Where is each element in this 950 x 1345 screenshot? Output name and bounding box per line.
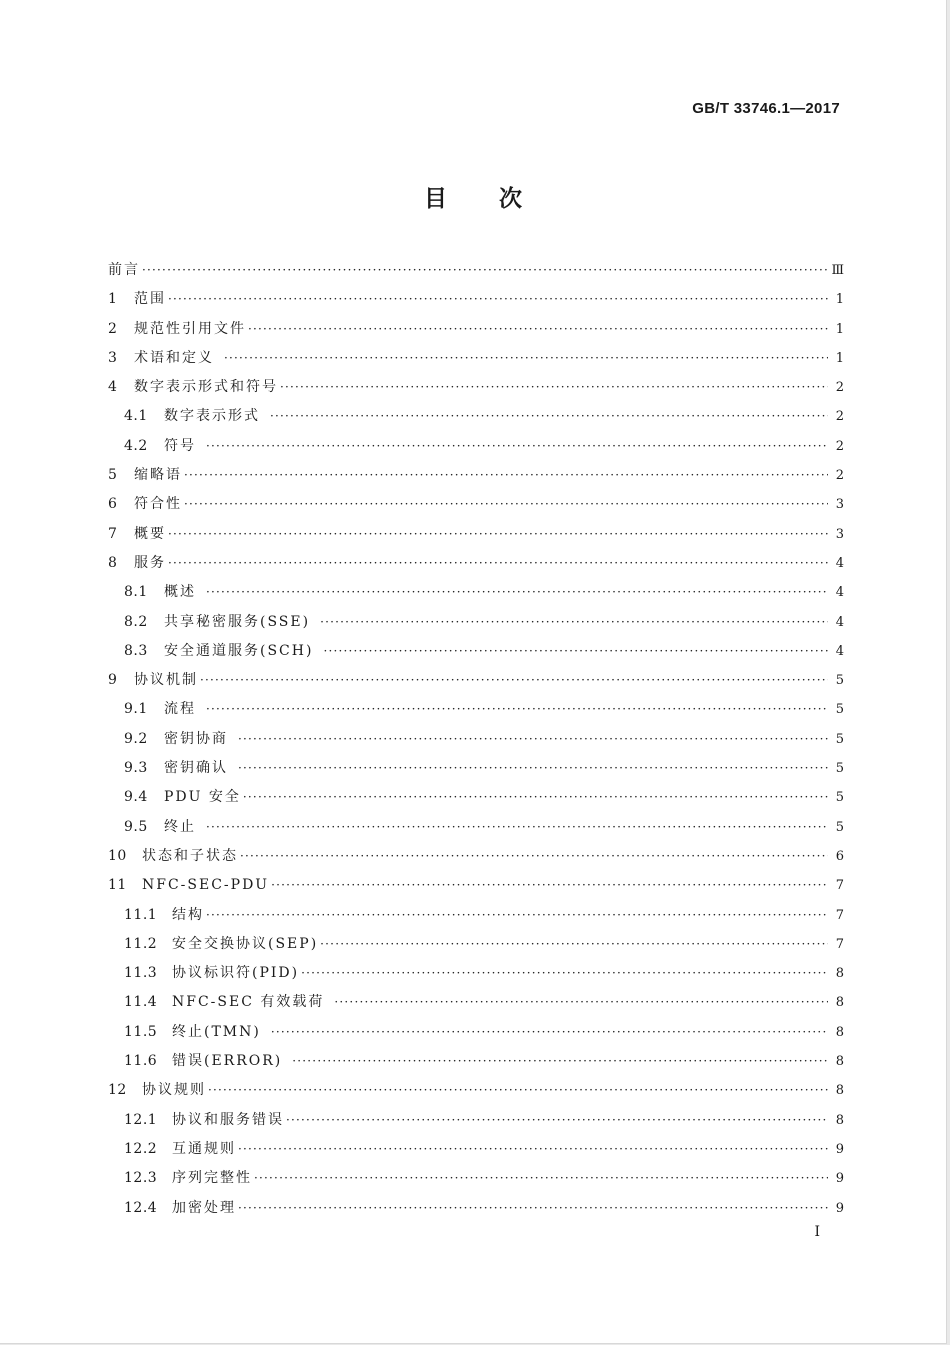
toc-entry[interactable] bbox=[108, 1106, 844, 1135]
toc-entry-text: 概述 bbox=[164, 584, 196, 601]
dot-leader bbox=[238, 725, 828, 754]
dot-leader bbox=[224, 344, 828, 373]
toc-entry-page: 9 bbox=[835, 1141, 844, 1157]
toc-entry-number: 9.5 bbox=[124, 818, 148, 835]
toc-entry[interactable] bbox=[108, 1018, 844, 1047]
toc-entry-text: PDU 安全 bbox=[164, 789, 241, 806]
dot-leader bbox=[240, 842, 828, 871]
dot-leader bbox=[270, 402, 828, 431]
toc-entry-page: 6 bbox=[835, 848, 844, 864]
toc-entry-text: 终止(TMN) bbox=[172, 1023, 261, 1040]
dot-leader bbox=[206, 813, 828, 842]
toc-entry[interactable] bbox=[108, 315, 844, 344]
toc-entry[interactable] bbox=[108, 1047, 844, 1076]
toc-entry[interactable] bbox=[108, 813, 844, 842]
toc-entry-text: 概要 bbox=[134, 525, 166, 542]
toc-entry-text: 结构 bbox=[172, 906, 204, 923]
toc-entry-number: 8.3 bbox=[124, 642, 148, 659]
toc-entry-text: 密钥确认 bbox=[164, 760, 228, 777]
dot-leader bbox=[184, 461, 828, 490]
toc-entry-page: 9 bbox=[835, 1171, 844, 1187]
toc-entry-page: 2 bbox=[835, 468, 844, 484]
toc-entry-page: 5 bbox=[835, 790, 844, 806]
toc-entry-text: 范围 bbox=[134, 291, 166, 308]
toc-entry[interactable] bbox=[108, 1164, 844, 1193]
toc-entry-page: 9 bbox=[835, 1200, 844, 1216]
toc-entry-page: 4 bbox=[835, 643, 844, 659]
toc-entry[interactable] bbox=[108, 256, 844, 285]
dot-leader bbox=[292, 1047, 828, 1076]
toc-entry-page: 1 bbox=[835, 292, 844, 308]
toc-entry-page: 1 bbox=[835, 321, 844, 337]
toc-entry[interactable] bbox=[108, 783, 844, 812]
dot-leader bbox=[334, 988, 828, 1017]
toc-entry-text: 协议和服务错误 bbox=[172, 1111, 284, 1128]
dot-leader bbox=[168, 285, 828, 314]
toc-entry-text: 协议机制 bbox=[134, 672, 198, 689]
toc-entry-page: 5 bbox=[835, 702, 844, 718]
dot-leader bbox=[184, 490, 828, 519]
toc-entry[interactable] bbox=[108, 637, 844, 666]
toc-entry[interactable] bbox=[108, 461, 844, 490]
toc-entry[interactable] bbox=[108, 842, 844, 871]
toc-entry-page: 7 bbox=[835, 878, 844, 894]
dot-leader bbox=[238, 1135, 828, 1164]
toc-entry-number: 12 bbox=[108, 1082, 127, 1099]
toc-entry-number: 12.4 bbox=[124, 1199, 158, 1216]
toc-entry-text: 符合性 bbox=[134, 496, 182, 513]
toc-entry[interactable] bbox=[108, 725, 844, 754]
toc-entry-page: 8 bbox=[835, 1024, 844, 1040]
toc-entry-text: 终止 bbox=[164, 818, 196, 835]
toc-entry-number: 9.3 bbox=[124, 760, 148, 777]
dot-leader bbox=[206, 578, 828, 607]
toc-entry[interactable] bbox=[108, 578, 844, 607]
toc-entry[interactable] bbox=[108, 1135, 844, 1164]
toc-entry-number: 8.2 bbox=[124, 613, 148, 630]
dot-leader bbox=[248, 315, 828, 344]
toc-entry[interactable] bbox=[108, 549, 844, 578]
toc-entry-text: 流程 bbox=[164, 701, 196, 718]
dot-leader bbox=[286, 1106, 828, 1135]
toc-entry-text: 符号 bbox=[164, 437, 196, 454]
toc-entry-page: 4 bbox=[835, 585, 844, 601]
toc-entry-text: 服务 bbox=[134, 554, 166, 571]
toc-entry-number: 4.2 bbox=[124, 437, 148, 454]
toc-entry-number: 11.3 bbox=[124, 965, 158, 982]
dot-leader bbox=[320, 608, 828, 637]
toc-entry-text: 缩略语 bbox=[134, 467, 182, 484]
toc-entry-number: 11.6 bbox=[124, 1053, 158, 1070]
dot-leader bbox=[238, 1194, 828, 1223]
toc-entry-number: 6 bbox=[108, 496, 118, 513]
dot-leader bbox=[301, 959, 828, 988]
toc-entry-text: 数字表示形式和符号 bbox=[134, 379, 278, 396]
toc-entry-text: 状态和子状态 bbox=[142, 847, 238, 864]
toc-entry-page: 5 bbox=[835, 819, 844, 835]
toc-entry-number: 12.2 bbox=[124, 1140, 158, 1157]
toc-entry-text: 加密处理 bbox=[172, 1199, 236, 1216]
toc-entry-text: NFC-SEC-PDU bbox=[142, 877, 270, 894]
toc-entry-number: 12.3 bbox=[124, 1170, 158, 1187]
toc-entry-page: 5 bbox=[835, 731, 844, 747]
toc-entry-text: 规范性引用文件 bbox=[134, 320, 246, 337]
toc-entry-number: 9.2 bbox=[124, 730, 148, 747]
toc-entry-number: 12.1 bbox=[124, 1111, 158, 1128]
table-of-contents bbox=[108, 256, 844, 1223]
toc-entry-page: 8 bbox=[835, 966, 844, 982]
toc-entry-text: 密钥协商 bbox=[164, 730, 228, 747]
toc-entry-number: 11.5 bbox=[124, 1023, 158, 1040]
dot-leader bbox=[280, 373, 828, 402]
dot-leader bbox=[208, 1076, 828, 1105]
toc-entry[interactable] bbox=[108, 754, 844, 783]
toc-entry-number: 9 bbox=[108, 672, 118, 689]
toc-entry-page: 7 bbox=[835, 936, 844, 952]
toc-entry-page: 5 bbox=[835, 761, 844, 777]
toc-entry-number: 10 bbox=[108, 847, 127, 864]
toc-entry[interactable] bbox=[108, 520, 844, 549]
dot-leader bbox=[206, 432, 828, 461]
toc-entry-text: 前言 bbox=[108, 262, 140, 278]
toc-entry[interactable] bbox=[108, 285, 844, 314]
toc-entry-number: 4 bbox=[108, 379, 118, 396]
standard-code: GB/T 33746.1—2017 bbox=[692, 100, 840, 117]
toc-entry-number: 11.4 bbox=[124, 994, 158, 1011]
toc-entry-page: 7 bbox=[835, 907, 844, 923]
toc-entry[interactable] bbox=[108, 988, 844, 1017]
toc-entry-number: 8.1 bbox=[124, 584, 148, 601]
dot-leader bbox=[168, 520, 828, 549]
toc-entry-page: 3 bbox=[835, 526, 844, 542]
toc-entry-number: 9.4 bbox=[124, 789, 148, 806]
toc-entry-page: 5 bbox=[835, 673, 844, 689]
dot-leader bbox=[200, 666, 828, 695]
toc-entry-number: 11.2 bbox=[124, 935, 158, 952]
toc-entry-page: 3 bbox=[835, 497, 844, 513]
toc-entry[interactable] bbox=[108, 901, 844, 930]
toc-entry-number: 11.1 bbox=[124, 906, 158, 923]
dot-leader bbox=[206, 901, 828, 930]
dot-leader bbox=[206, 695, 828, 724]
dot-leader bbox=[271, 871, 828, 900]
toc-entry[interactable] bbox=[108, 930, 844, 959]
toc-entry[interactable] bbox=[108, 871, 844, 900]
toc-entry-page: 8 bbox=[835, 1083, 844, 1099]
toc-entry[interactable] bbox=[108, 608, 844, 637]
dot-leader bbox=[323, 637, 828, 666]
toc-entry-text: 共享秘密服务(SSE) bbox=[164, 613, 311, 630]
toc-entry-page: Ⅲ bbox=[831, 263, 844, 278]
toc-entry-page: 8 bbox=[835, 1054, 844, 1070]
dot-leader bbox=[142, 256, 827, 285]
toc-entry-number: 7 bbox=[108, 525, 118, 542]
toc-entry-page: 2 bbox=[835, 438, 844, 454]
toc-entry-page: 2 bbox=[835, 380, 844, 396]
toc-entry-text: NFC-SEC 有效载荷 bbox=[172, 994, 325, 1011]
toc-entry[interactable] bbox=[108, 666, 844, 695]
toc-entry-number: 8 bbox=[108, 554, 118, 571]
toc-entry-text: 安全交换协议(SEP) bbox=[172, 935, 319, 952]
toc-entry[interactable] bbox=[108, 490, 844, 519]
toc-entry-text: 协议标识符(PID) bbox=[172, 965, 300, 982]
toc-entry-page: 2 bbox=[835, 409, 844, 425]
dot-leader bbox=[254, 1164, 828, 1193]
toc-entry[interactable] bbox=[108, 959, 844, 988]
toc-entry-text: 安全通道服务(SCH) bbox=[164, 642, 314, 659]
toc-entry[interactable] bbox=[108, 402, 844, 431]
page-title: 目次 bbox=[424, 186, 574, 212]
toc-entry[interactable] bbox=[108, 695, 844, 724]
toc-entry[interactable] bbox=[108, 373, 844, 402]
dot-leader bbox=[168, 549, 828, 578]
toc-entry-text: 数字表示形式 bbox=[164, 408, 260, 425]
toc-entry-page: 1 bbox=[835, 350, 844, 366]
toc-entry-number: 9.1 bbox=[124, 701, 148, 718]
toc-entry-page: 8 bbox=[835, 995, 844, 1011]
dot-leader bbox=[243, 783, 828, 812]
toc-entry[interactable] bbox=[108, 1194, 844, 1223]
page-number: I bbox=[814, 1224, 820, 1240]
toc-entry-number: 11 bbox=[108, 877, 127, 894]
toc-entry-number: 2 bbox=[108, 320, 118, 337]
toc-entry[interactable] bbox=[108, 432, 844, 461]
toc-entry-page: 4 bbox=[835, 555, 844, 571]
toc-entry-page: 4 bbox=[835, 614, 844, 630]
toc-entry-text: 协议规则 bbox=[142, 1082, 206, 1099]
toc-entry-text: 错误(ERROR) bbox=[172, 1053, 283, 1070]
toc-entry-number: 5 bbox=[108, 467, 118, 484]
toc-entry-number: 3 bbox=[108, 349, 118, 366]
dot-leader bbox=[238, 754, 828, 783]
dot-leader bbox=[271, 1018, 828, 1047]
toc-entry-text: 术语和定义 bbox=[134, 349, 214, 366]
toc-entry-page: 8 bbox=[835, 1112, 844, 1128]
dot-leader bbox=[320, 930, 828, 959]
toc-entry[interactable] bbox=[108, 1076, 844, 1105]
toc-entry-number: 4.1 bbox=[124, 408, 148, 425]
toc-entry-text: 互通规则 bbox=[172, 1140, 236, 1157]
toc-entry-text: 序列完整性 bbox=[172, 1170, 252, 1187]
toc-entry-number: 1 bbox=[108, 291, 118, 308]
toc-entry[interactable] bbox=[108, 344, 844, 373]
